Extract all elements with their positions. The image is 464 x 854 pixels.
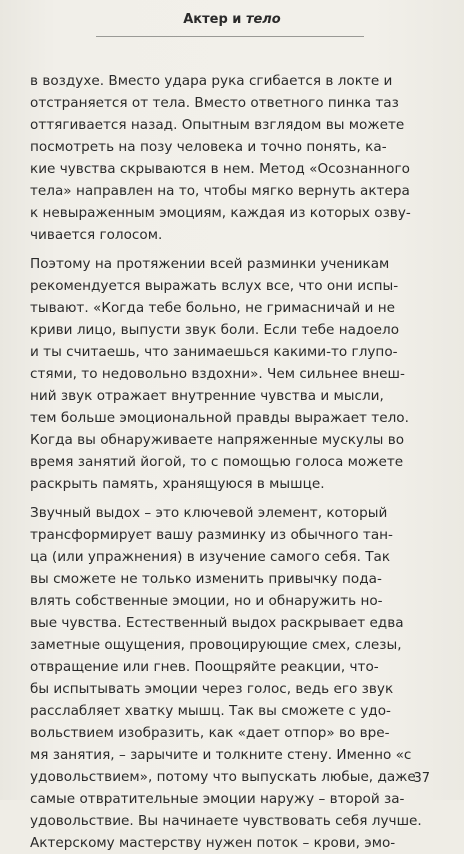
text-line: удовольствием», потому что выпускать любые, даже [30,769,416,785]
text-line: Звучный выдох – это ключевой элемент, который [30,505,388,521]
running-head-title-italic: тело [245,12,281,27]
text-line: стями, то недовольно вздохни». Чем сильнее внеш- [30,366,405,382]
text-line: и ты считаешь, что занимаешься какими-то глупо- [30,344,398,360]
paragraph [30,70,435,246]
text-line: криви лицо, выпусти звук боли. Если тебе надоело [30,322,400,338]
text-line: тывают. «Когда тебе больно, не гримасничай и не [30,300,395,316]
running-head-title: Актер и [183,12,246,27]
text-line: кие чувства скрываются в нем. Метод «Осознанного [30,161,410,177]
text-line: трансформирует вашу разминку из обычного тан- [30,527,393,543]
text-line: расслабляет хватку мышц. Так вы сможете с удо- [30,703,391,719]
header-rule [96,36,364,37]
paragraph [30,253,435,495]
text-line: вольствием изобразить, как «дает отпор» во вре- [30,725,390,741]
text-line: время занятий йогой, то с помощью голоса можете [30,454,404,470]
text-line: влять собственные эмоции, но и обнаружить но- [30,593,383,609]
text-line: оттягивается назад. Опытным взглядом вы можете [30,117,405,133]
text-line: к невыраженным эмоциям, каждая из которых озву- [30,205,411,221]
text-line: отвращение или гнев. Поощряйте реакции, что- [30,659,379,675]
running-head [0,12,464,27]
text-line: мя занятия, – зарычите и толкните стену. Именно «с [30,747,412,763]
page-number: 37 [413,771,430,786]
text-line: ца (или упражнения) в изучение самого себя. Так [30,549,391,565]
text-line: Когда вы обнаруживаете напряженные мускулы во [30,432,405,448]
text-line: чивается голосом. [30,227,163,243]
text-line: вы сможете не только изменить привычку пода- [30,571,382,587]
text-line: Поэтому на протяжении всей разминки ученикам [30,256,390,272]
text-line: раскрыть память, хранящуюся в мышце. [30,476,325,492]
text-line: удовольствие. Вы начинаете чувствовать себя лучше. [30,813,422,829]
text-line: бы испытывать эмоции через голос, ведь его звук [30,681,394,697]
body-text [30,70,435,854]
text-line: тела» направлен на то, чтобы мягко вернуть актера [30,183,410,199]
text-line: тем больше эмоциональной правды выражает тело. [30,410,409,426]
text-line: вые чувства. Естественный выдох раскрывает едва [30,615,404,631]
paragraph [30,502,435,854]
text-line: в воздухе. Вместо удара рука сгибается в локте и [30,73,393,89]
text-line: посмотреть на позу человека и точно понять, ка- [30,139,387,155]
text-line: заметные ощущения, провоцирующие смех, слезы, [30,637,402,653]
text-line: Актерскому мастерству нужен поток – крови, эмо- [30,835,396,851]
text-line: ний звук отражает внутренние чувства и мысли, [30,388,384,404]
text-line: самые отвратительные эмоции наружу – второй за- [30,791,405,807]
text-line: рекомендуется выражать вслух все, что они испы- [30,278,399,294]
text-line: отстраняется от тела. Вместо ответного пинка таз [30,95,399,111]
